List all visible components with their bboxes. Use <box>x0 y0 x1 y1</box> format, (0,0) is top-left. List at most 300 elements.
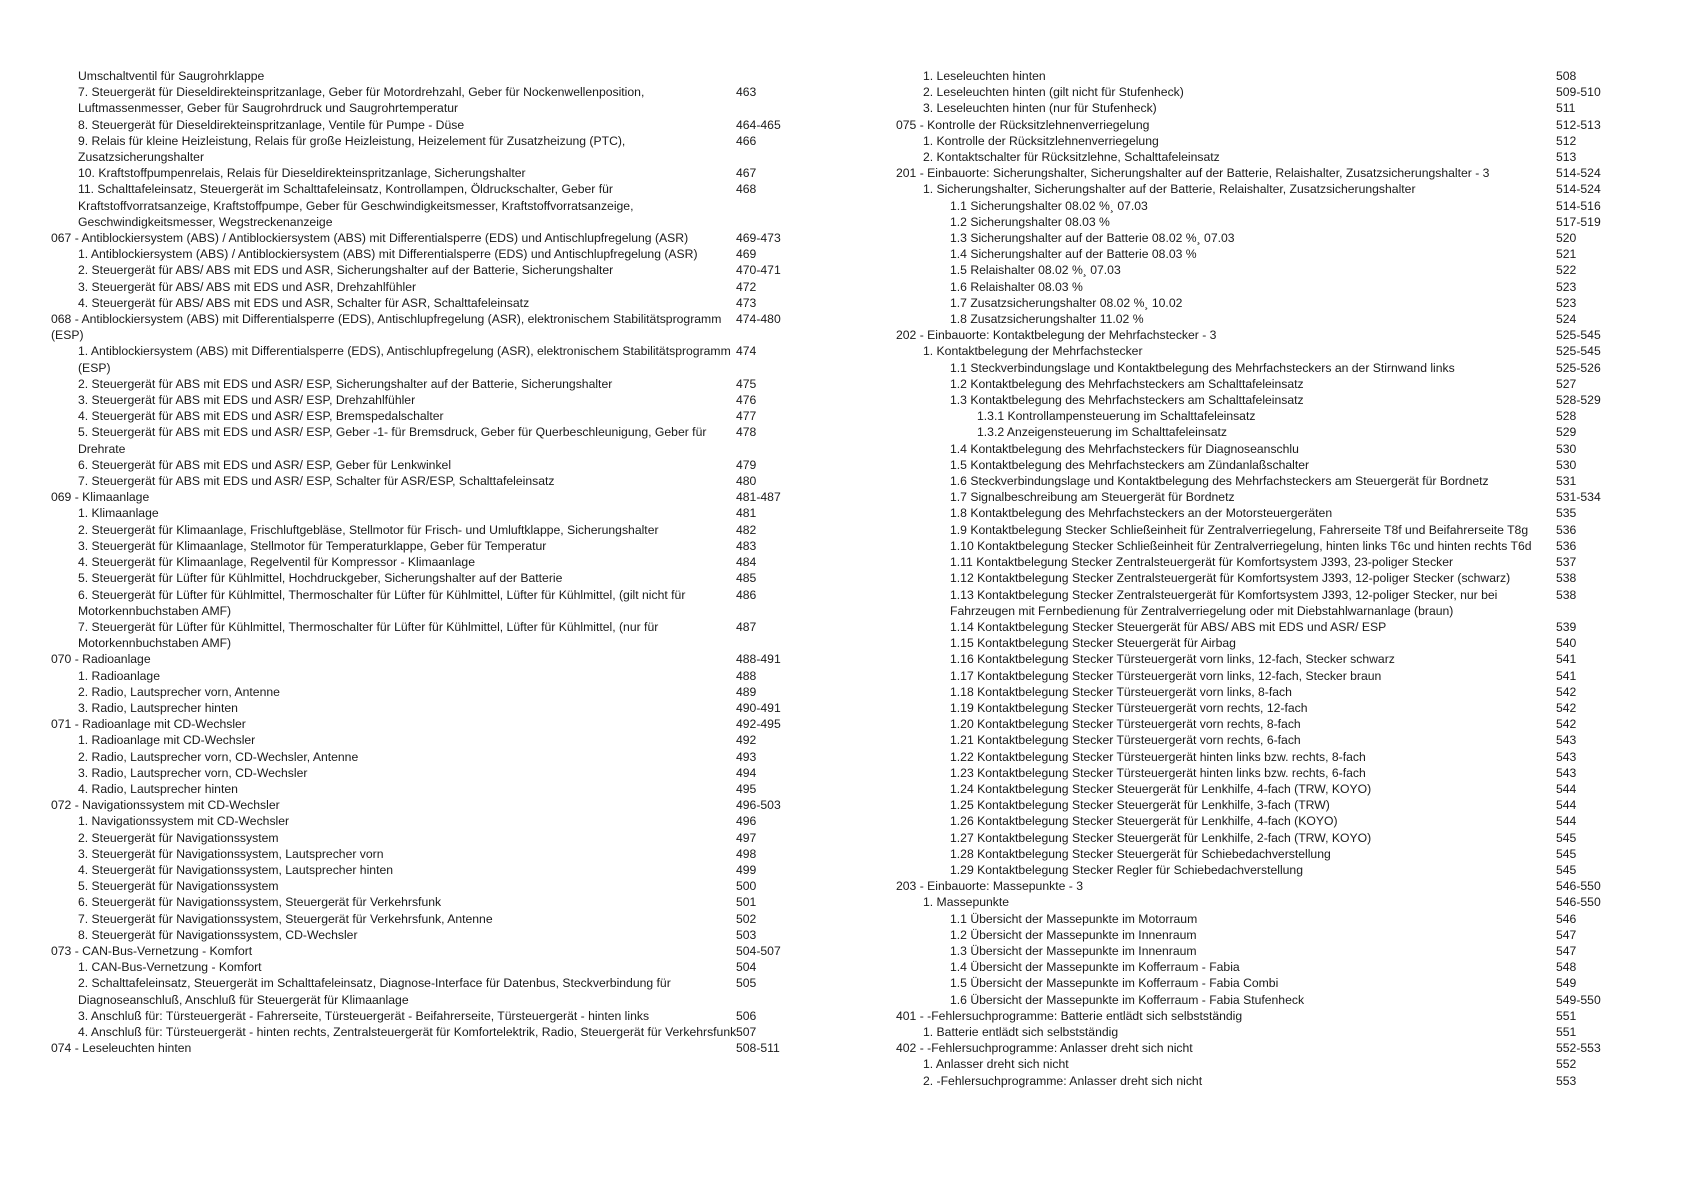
toc-entry-title: 1.12 Kontaktbelegung Stecker Zentralsteuergerät für Komfortsystem J393, 12-poliger Stecker (schwarz) <box>950 571 1511 586</box>
toc-entry-title: 1.20 Kontaktbelegung Stecker Türsteuergerät vorn rechts, 8-fach <box>950 717 1301 732</box>
toc-page-number: 476 <box>736 393 757 408</box>
toc-page-number: 466 <box>736 133 757 148</box>
toc-entry[interactable] <box>51 538 801 554</box>
toc-page-number: 474-480 <box>736 312 781 327</box>
toc-entry[interactable] <box>896 732 1638 748</box>
toc-entry[interactable] <box>51 684 801 700</box>
toc-entry[interactable] <box>896 700 1638 716</box>
toc-entry-title: 5. Steuergerät für Navigationssystem <box>78 879 279 894</box>
toc-entry[interactable] <box>51 376 801 392</box>
toc-entry-title: 1.2 Übersicht der Massepunkte im Innenraum <box>950 927 1197 942</box>
toc-entry[interactable] <box>896 570 1638 586</box>
toc-entry[interactable] <box>896 441 1638 457</box>
toc-entry-title: 7. Steuergerät für Lüfter für Kühlmittel, Thermoschalter für Lüfter für Kühlmittel, Lüfter für Kühlmittel, (nur für Motorkennbuchstaben AMF) <box>78 619 659 651</box>
toc-entry[interactable] <box>896 408 1638 424</box>
toc-entry[interactable] <box>896 554 1638 570</box>
toc-entry-title: 3. Steuergerät für ABS mit EDS und ASR/ ESP, Drehzahlfühler <box>78 393 416 408</box>
toc-page-number: 522 <box>1556 263 1577 278</box>
toc-entry[interactable] <box>896 279 1638 295</box>
toc-entry-title: 2. Steuergerät für ABS/ ABS mit EDS und ASR, Sicherungshalter auf der Batterie, Sicherungshalter <box>78 263 614 278</box>
toc-entry-title: 073 - CAN-Bus-Vernetzung - Komfort <box>51 943 253 958</box>
toc-page-number: 531 <box>1556 474 1577 489</box>
toc-page-number: 495 <box>736 781 757 796</box>
toc-entry-title: 4. Steuergerät für Klimaanlage, Regelventil für Kompressor - Klimaanlage <box>78 555 475 570</box>
toc-page-number: 497 <box>736 830 757 845</box>
toc-entry[interactable] <box>896 992 1638 1008</box>
toc-entry-title: 1. Navigationssystem mit CD-Wechsler <box>78 814 290 829</box>
toc-entry[interactable] <box>51 846 801 862</box>
toc-entry-title: 1.17 Kontaktbelegung Stecker Türsteuergerät vorn links, 12-fach, Stecker braun <box>950 668 1382 683</box>
toc-entry-title: 1.7 Zusatzsicherungshalter 08.02 %¸ 10.02 <box>950 295 1183 310</box>
toc-entry[interactable] <box>51 392 801 408</box>
toc-page-number: 496-503 <box>736 798 781 813</box>
toc-entry-title: 2. Steuergerät für Navigationssystem <box>78 830 279 845</box>
toc-entry[interactable] <box>896 262 1638 278</box>
toc-entry[interactable] <box>51 1024 801 1040</box>
toc-entry[interactable] <box>51 133 801 165</box>
toc-entry[interactable] <box>896 911 1638 927</box>
toc-page-number: 486 <box>736 587 757 602</box>
toc-entry-title: 1.2 Sicherungshalter 08.03 % <box>950 214 1110 229</box>
toc-page-number: 525-545 <box>1556 344 1601 359</box>
toc-page-number: 472 <box>736 279 757 294</box>
toc-page-number: 517-519 <box>1556 214 1601 229</box>
toc-entry[interactable] <box>896 149 1638 165</box>
toc-entry-title: 3. Steuergerät für Klimaanlage, Stellmotor für Temperaturklappe, Geber für Temperatur <box>78 538 547 553</box>
toc-page-number: 504-507 <box>736 943 781 958</box>
toc-entry-title: 1.3.2 Anzeigensteuerung im Schalttafeleinsatz <box>977 425 1228 440</box>
toc-entry-title: 1.18 Kontaktbelegung Stecker Türsteuergerät vorn links, 8-fach <box>950 684 1292 699</box>
toc-page-number: 551 <box>1556 1008 1577 1023</box>
toc-section[interactable] <box>896 1040 1638 1056</box>
toc-entry[interactable] <box>51 505 801 521</box>
toc-entry[interactable] <box>896 505 1638 521</box>
toc-entry-title: 2. Steuergerät für ABS mit EDS und ASR/ ESP, Sicherungshalter auf der Batterie, Sicherungshalter <box>78 376 613 391</box>
toc-entry-title: 072 - Navigationssystem mit CD-Wechsler <box>51 798 280 813</box>
toc-page-number: 492-495 <box>736 717 781 732</box>
toc-entry[interactable] <box>51 343 801 375</box>
toc-page-number: 509-510 <box>1556 85 1601 100</box>
toc-entry[interactable] <box>896 246 1638 262</box>
toc-entry-title: 1.3 Sicherungshalter auf der Batterie 08.02 %¸ 07.03 <box>950 231 1235 246</box>
toc-page-number: 468 <box>736 182 757 197</box>
toc-entry[interactable] <box>896 1056 1638 1072</box>
toc-page-number: 514-524 <box>1556 182 1601 197</box>
toc-entry[interactable] <box>896 295 1638 311</box>
toc-entry[interactable] <box>51 68 801 84</box>
toc-entry-title: 4. Radio, Lautsprecher hinten <box>78 781 238 796</box>
toc-page-number: 552-553 <box>1556 1041 1601 1056</box>
toc-page-number: 525-545 <box>1556 328 1601 343</box>
toc-entry-title: 1.6 Steckverbindungslage und Kontaktbelegung des Mehrfachsteckers am Steuergerät für Bordnetz <box>950 474 1489 489</box>
toc-entry[interactable] <box>896 457 1638 473</box>
toc-page-number: 547 <box>1556 927 1577 942</box>
toc-entry-title: 1. Batterie entlädt sich selbstständig <box>923 1024 1119 1039</box>
toc-section[interactable] <box>51 311 801 343</box>
toc-entry-title: 1.9 Kontaktbelegung Stecker Schließeinheit für Zentralverriegelung, Fahrerseite T8f und Beifahrerseite T8g <box>950 522 1529 537</box>
toc-entry[interactable] <box>896 230 1638 246</box>
toc-entry[interactable] <box>896 830 1638 846</box>
toc-entry-title: 4. Steuergerät für ABS mit EDS und ASR/ ESP, Bremspedalschalter <box>78 409 444 424</box>
toc-entry-title: 3. Radio, Lautsprecher vorn, CD-Wechsler <box>78 765 308 780</box>
toc-page-number: 463 <box>736 85 757 100</box>
toc-page-number: 538 <box>1556 587 1577 602</box>
toc-entry[interactable] <box>51 570 801 586</box>
toc-page-number: 545 <box>1556 846 1577 861</box>
toc-entry-title: 4. Steuergerät für Navigationssystem, Lautsprecher hinten <box>78 862 394 877</box>
toc-page-number: 545 <box>1556 862 1577 877</box>
toc-entry[interactable] <box>896 84 1638 100</box>
toc-entry-title: 1.25 Kontaktbelegung Stecker Steuergerät für Lenkhilfe, 3-fach (TRW) <box>950 798 1330 813</box>
toc-page-number: 542 <box>1556 700 1577 715</box>
toc-page-number: 544 <box>1556 781 1577 796</box>
toc-entry[interactable] <box>896 1024 1638 1040</box>
toc-entry-title: 1.23 Kontaktbelegung Stecker Türsteuergerät hinten links bzw. rechts, 6-fach <box>950 765 1366 780</box>
toc-entry-title: 1. Antiblockiersystem (ABS) mit Differentialsperre (EDS), Antischlupfregelung (ASR), elektronischem Stabilitätsprogramm (ESP) <box>78 344 731 375</box>
toc-entry-title: 1. Leseleuchten hinten <box>923 69 1046 83</box>
toc-page-number: 541 <box>1556 668 1577 683</box>
toc-entry[interactable] <box>896 668 1638 684</box>
toc-entry[interactable] <box>896 635 1638 651</box>
toc-page-number: 527 <box>1556 376 1577 391</box>
toc-entry[interactable] <box>51 619 801 651</box>
toc-entry-title: 075 - Kontrolle der Rücksitzlehnenverriegelung <box>896 117 1150 132</box>
toc-page-number: 520 <box>1556 231 1577 246</box>
toc-entry-title: 1. CAN-Bus-Vernetzung - Komfort <box>78 960 262 975</box>
toc-entry-title: 6. Steuergerät für ABS mit EDS und ASR/ ESP, Geber für Lenkwinkel <box>78 457 452 472</box>
toc-entry[interactable] <box>896 522 1638 538</box>
toc-entry[interactable] <box>896 538 1638 554</box>
toc-entry[interactable] <box>51 295 801 311</box>
toc-entry-title: 3. Radio, Lautsprecher hinten <box>78 700 238 715</box>
toc-entry[interactable] <box>51 911 801 927</box>
toc-entry[interactable] <box>896 943 1638 959</box>
toc-entry-title: 1.5 Kontaktbelegung des Mehrfachsteckers am Zündanlaßschalter <box>950 457 1310 472</box>
toc-entry[interactable] <box>51 587 801 619</box>
toc-page-number: 531-534 <box>1556 490 1601 505</box>
toc-entry[interactable] <box>896 343 1638 359</box>
toc-entry-title: 1.1 Übersicht der Massepunkte im Motorraum <box>950 911 1198 926</box>
toc-entry[interactable] <box>51 975 801 1007</box>
toc-entry-title: 1. Sicherungshalter, Sicherungshalter auf der Batterie, Relaishalter, Zusatzsicherungshalter <box>923 182 1416 197</box>
toc-page-number: 479 <box>736 457 757 472</box>
toc-section[interactable] <box>51 489 801 505</box>
toc-page-number: 549 <box>1556 976 1577 991</box>
toc-entry[interactable] <box>51 878 801 894</box>
toc-entry[interactable] <box>51 473 801 489</box>
toc-page-number: 548 <box>1556 960 1577 975</box>
toc-page-number: 553 <box>1556 1073 1577 1088</box>
toc-entry[interactable] <box>51 1008 801 1024</box>
toc-entry-title: 201 - Einbauorte: Sicherungshalter, Sicherungshalter auf der Batterie, Relaishalter, Zusatzsicherungshalter - 3 <box>896 166 1490 181</box>
toc-entry[interactable] <box>896 587 1638 619</box>
toc-page-number: 547 <box>1556 943 1577 958</box>
toc-entry[interactable] <box>896 473 1638 489</box>
toc-section[interactable] <box>896 1008 1638 1024</box>
toc-entry[interactable] <box>51 781 801 797</box>
toc-page-number: 496 <box>736 814 757 829</box>
toc-entry[interactable] <box>896 684 1638 700</box>
toc-page-number: 543 <box>1556 765 1577 780</box>
toc-page-number: 505 <box>736 976 757 991</box>
toc-page-number: 530 <box>1556 457 1577 472</box>
toc-entry[interactable] <box>896 749 1638 765</box>
toc-entry[interactable] <box>896 68 1638 84</box>
toc-entry-title: 1.1 Sicherungshalter 08.02 %¸ 07.03 <box>950 198 1148 213</box>
toc-page-number: 544 <box>1556 814 1577 829</box>
toc-section[interactable] <box>51 651 801 667</box>
toc-entry-title: 1. Kontaktbelegung der Mehrfachstecker <box>923 344 1143 359</box>
toc-entry-title: 1.29 Kontaktbelegung Stecker Regler für Schiebedachverstellung <box>950 862 1303 877</box>
toc-entry[interactable] <box>51 765 801 781</box>
toc-entry[interactable] <box>51 813 801 829</box>
toc-entry[interactable] <box>51 279 801 295</box>
toc-entry[interactable] <box>896 813 1638 829</box>
toc-page-number: 521 <box>1556 247 1577 262</box>
toc-page-number: 546-550 <box>1556 879 1601 894</box>
toc-entry-title: 7. Steuergerät für Navigationssystem, Steuergerät für Verkehrsfunk, Antenne <box>78 911 493 926</box>
toc-entry[interactable] <box>51 522 801 538</box>
toc-entry[interactable] <box>51 732 801 748</box>
toc-entry[interactable] <box>896 862 1638 878</box>
toc-entry-title: 2. Steuergerät für Klimaanlage, Frischluftgebläse, Stellmotor für Frisch- und Umluftklappe, Sicherungshalter <box>78 522 659 537</box>
toc-page-number: 493 <box>736 749 757 764</box>
toc-entry[interactable] <box>51 246 801 262</box>
toc-page-number: 530 <box>1556 441 1577 456</box>
toc-page-number: 512-513 <box>1556 117 1601 132</box>
toc-page-number: 541 <box>1556 652 1577 667</box>
toc-entry[interactable] <box>896 846 1638 862</box>
toc-entry[interactable] <box>51 408 801 424</box>
toc-entry-title: 2. -Fehlersuchprogramme: Anlasser dreht sich nicht <box>923 1073 1203 1088</box>
toc-entry-title: 1. Radioanlage <box>78 668 160 683</box>
toc-entry-title: 5. Steuergerät für Lüfter für Kühlmittel, Hochdruckgeber, Sicherungshalter auf der Batterie <box>78 571 563 586</box>
toc-entry-title: 1.4 Kontaktbelegung des Mehrfachsteckers für Diagnoseanschlu <box>950 441 1299 456</box>
toc-section[interactable] <box>896 878 1638 894</box>
toc-entry-title: 402 - -Fehlersuchprogramme: Anlasser dreht sich nicht <box>896 1041 1193 1056</box>
toc-entry-title: 4. Anschluß für: Türsteuergerät - hinten rechts, Zentralsteuergerät für Komfortelektrik, Radio, Steuergerät für Verkehrsfunk <box>78 1024 737 1039</box>
toc-page-number: 488 <box>736 668 757 683</box>
toc-entry-title: 1.19 Kontaktbelegung Stecker Türsteuergerät vorn rechts, 12-fach <box>950 700 1308 715</box>
toc-page-number: 473 <box>736 295 757 310</box>
toc-entry-title: 11. Schalttafeleinsatz, Steuergerät im Schalttafeleinsatz, Kontrollampen, Öldruckschalter, Geber für Kraftstoffvorratsanzeige, Kraftstoffpumpe, Geber für Geschwindigkeitsmesser, Kraftstoffvorratsanzeige, Geschwindigkeitsmesser, Wegstreckenanzeige <box>78 182 634 229</box>
toc-page-number: 483 <box>736 538 757 553</box>
toc-page-number: 514-516 <box>1556 198 1601 213</box>
toc-entry[interactable] <box>896 424 1638 440</box>
toc-page-number: 501 <box>736 895 757 910</box>
toc-entry[interactable] <box>896 376 1638 392</box>
toc-entry-title: 2. Leseleuchten hinten (gilt nicht für Stufenheck) <box>923 85 1184 100</box>
toc-page-number: 529 <box>1556 425 1577 440</box>
toc-entry-title: 1.14 Kontaktbelegung Stecker Steuergerät für ABS/ ABS mit EDS und ASR/ ESP <box>950 619 1387 634</box>
toc-entry-title: 3. Anschluß für: Türsteuergerät - Fahrerseite, Türsteuergerät - Beifahrerseite, Türsteuergerät - hinten links <box>78 1008 650 1023</box>
toc-entry-title: 1.15 Kontaktbelegung Stecker Steuergerät für Airbag <box>950 636 1236 651</box>
toc-page-number: 503 <box>736 927 757 942</box>
toc-entry-title: 071 - Radioanlage mit CD-Wechsler <box>51 717 246 732</box>
toc-entry-title: 1.26 Kontaktbelegung Stecker Steuergerät für Lenkhilfe, 4-fach (KOYO) <box>950 814 1338 829</box>
toc-entry[interactable] <box>896 619 1638 635</box>
toc-entry-title: 2. Radio, Lautsprecher vorn, CD-Wechsler, Antenne <box>78 749 359 764</box>
toc-entry-title: 1. Radioanlage mit CD-Wechsler <box>78 733 256 748</box>
toc-entry-title: 4. Steuergerät für ABS/ ABS mit EDS und ASR, Schalter für ASR, Schalttafeleinsatz <box>78 295 530 310</box>
toc-entry-title: 2. Schalttafeleinsatz, Steuergerät im Schalttafeleinsatz, Diagnose-Interface für Datenbus, Steckverbindung für Diagnoseanschluß, Anschluß für Steuergerät für Klimaanlage <box>78 976 671 1007</box>
toc-entry-title: 6. Steuergerät für Navigationssystem, Steuergerät für Verkehrsfunk <box>78 895 442 910</box>
toc-page-number: 469 <box>736 247 757 262</box>
toc-entry[interactable] <box>896 214 1638 230</box>
toc-entry[interactable] <box>51 262 801 278</box>
toc-entry-title: 1.27 Kontaktbelegung Stecker Steuergerät für Lenkhilfe, 2-fach (TRW, KOYO) <box>950 830 1372 845</box>
toc-entry[interactable] <box>896 716 1638 732</box>
toc-section[interactable] <box>51 230 801 246</box>
toc-entry-title: 1. Kontrolle der Rücksitzlehnenverriegelung <box>923 133 1159 148</box>
toc-entry[interactable] <box>896 894 1638 910</box>
toc-entry[interactable] <box>51 165 801 181</box>
toc-page-number: 474 <box>736 344 757 359</box>
toc-entry-title: 1.3 Übersicht der Massepunkte im Innenraum <box>950 943 1197 958</box>
toc-page-number: 511 <box>1556 101 1576 116</box>
toc-entry[interactable] <box>896 781 1638 797</box>
toc-page-number: 498 <box>736 846 757 861</box>
toc-entry-title: 069 - Klimaanlage <box>51 490 150 505</box>
toc-entry[interactable] <box>896 651 1638 667</box>
toc-page-number: 484 <box>736 555 757 570</box>
toc-page-number: 544 <box>1556 798 1577 813</box>
toc-page-number: 537 <box>1556 555 1577 570</box>
toc-entry[interactable] <box>51 894 801 910</box>
toc-entry[interactable] <box>896 311 1638 327</box>
toc-entry[interactable] <box>51 117 801 133</box>
toc-page-number: 539 <box>1556 619 1577 634</box>
toc-entry[interactable] <box>896 181 1638 197</box>
toc-page-number: 504 <box>736 960 757 975</box>
toc-entry[interactable] <box>51 457 801 473</box>
toc-entry[interactable] <box>896 198 1638 214</box>
toc-entry[interactable] <box>51 830 801 846</box>
toc-entry[interactable] <box>896 797 1638 813</box>
toc-entry[interactable] <box>896 975 1638 991</box>
toc-page-number: 528-529 <box>1556 393 1601 408</box>
toc-entry[interactable] <box>896 959 1638 975</box>
toc-entry-title: 1.8 Kontaktbelegung des Mehrfachsteckers an der Motorsteuergeräten <box>950 506 1333 521</box>
toc-entry-title: 070 - Radioanlage <box>51 652 151 667</box>
toc-entry-title: 7. Steuergerät für ABS mit EDS und ASR/ ESP, Schalter für ASR/ESP, Schalttafeleinsatz <box>78 474 555 489</box>
toc-entry[interactable] <box>896 1073 1638 1089</box>
toc-entry[interactable] <box>51 862 801 878</box>
toc-entry-title: 2. Radio, Lautsprecher vorn, Antenne <box>78 684 280 699</box>
toc-entry[interactable] <box>51 424 801 456</box>
toc-entry-title: 1.11 Kontaktbelegung Stecker Zentralsteuergerät für Komfortsystem J393, 23-poliger Stecker <box>950 555 1454 570</box>
toc-entry[interactable] <box>51 749 801 765</box>
toc-page-number: 523 <box>1556 295 1577 310</box>
toc-entry[interactable] <box>51 84 801 116</box>
toc-entry-title: 1.28 Kontaktbelegung Stecker Steuergerät für Schiebedachverstellung <box>950 846 1331 861</box>
toc-page-number: 488-491 <box>736 652 781 667</box>
toc-entry-title: 1. Antiblockiersystem (ABS) / Antiblockiersystem (ABS) mit Differentialsperre (EDS) und Antischlupfregelung (ASR) <box>78 247 698 262</box>
toc-entry-title: 6. Steuergerät für Lüfter für Kühlmittel, Thermoschalter für Lüfter für Kühlmittel, Lüfter für Kühlmittel, (gilt nicht für Motorkennbuchstaben AMF) <box>78 587 686 618</box>
toc-section[interactable] <box>896 165 1638 181</box>
toc-entry-title: 067 - Antiblockiersystem (ABS) / Antiblockiersystem (ABS) mit Differentialsperre (EDS) und Antischlupfregelung (ASR) <box>51 231 689 246</box>
toc-entry-title: 1.4 Sicherungshalter auf der Batterie 08.03 % <box>950 247 1197 262</box>
toc-entry[interactable] <box>896 360 1638 376</box>
toc-entry[interactable] <box>896 927 1638 943</box>
toc-page-number: 500 <box>736 879 757 894</box>
toc-page-number: 542 <box>1556 717 1577 732</box>
toc-right-column <box>896 68 1638 1089</box>
toc-page-number: 546-550 <box>1556 895 1601 910</box>
toc-section[interactable] <box>51 716 801 732</box>
toc-entry[interactable] <box>896 765 1638 781</box>
toc-page-number: 485 <box>736 571 757 586</box>
toc-page-number: 542 <box>1556 684 1577 699</box>
toc-entry-title: 1.3 Kontaktbelegung des Mehrfachsteckers am Schalttafeleinsatz <box>950 393 1304 408</box>
toc-page-number: 475 <box>736 376 757 391</box>
toc-entry[interactable] <box>51 181 801 230</box>
toc-page-number: 538 <box>1556 571 1577 586</box>
toc-entry-title: 1.5 Übersicht der Massepunkte im Kofferraum - Fabia Combi <box>950 976 1279 991</box>
toc-page-number: 502 <box>736 911 757 926</box>
toc-entry-title: 1. Anlasser dreht sich nicht <box>923 1057 1069 1072</box>
toc-section[interactable] <box>51 797 801 813</box>
toc-entry[interactable] <box>51 668 801 684</box>
toc-page-number: 514-524 <box>1556 166 1601 181</box>
toc-page-number: 508-511 <box>736 1041 780 1056</box>
toc-section[interactable] <box>51 943 801 959</box>
toc-page-number: 508 <box>1556 69 1577 83</box>
toc-entry-title: 1.5 Relaishalter 08.02 %¸ 07.03 <box>950 263 1121 278</box>
toc-page-number: 477 <box>736 409 757 424</box>
toc-page-number: 551 <box>1556 1024 1577 1039</box>
toc-entry[interactable] <box>51 959 801 975</box>
toc-entry[interactable] <box>896 392 1638 408</box>
toc-entry-title: 1.24 Kontaktbelegung Stecker Steuergerät für Lenkhilfe, 4-fach (TRW, KOYO) <box>950 781 1372 796</box>
toc-section[interactable] <box>896 327 1638 343</box>
toc-entry-title: 068 - Antiblockiersystem (ABS) mit Differentialsperre (EDS), Antischlupfregelung (ASR), elektronischem Stabilitätsprogramm (ESP) <box>51 312 722 343</box>
toc-page-number: 536 <box>1556 538 1577 553</box>
toc-entry[interactable] <box>896 100 1638 116</box>
toc-entry[interactable] <box>51 700 801 716</box>
toc-entry-title: 1.13 Kontaktbelegung Stecker Zentralsteuergerät für Komfortsystem J393, 12-poliger Stecker, nur bei Fahrzeugen mit Fernbedienung für Zentralverriegelung oder mit Diebstahlwarnanlage (braun) <box>950 587 1498 618</box>
toc-page-number: 540 <box>1556 636 1577 651</box>
toc-entry[interactable] <box>51 554 801 570</box>
toc-section[interactable] <box>896 117 1638 133</box>
toc-entry-title: 1.4 Übersicht der Massepunkte im Kofferraum - Fabia <box>950 960 1240 975</box>
toc-entry-title: 3. Leseleuchten hinten (nur für Stufenheck) <box>923 101 1157 116</box>
toc-page-number: 552 <box>1556 1057 1577 1072</box>
toc-entry-title: 9. Relais für kleine Heizleistung, Relais für große Heizleistung, Heizelement für Zusatzheizung (PTC), Zusatzsicherungshalter <box>78 133 626 165</box>
toc-page-number: 469-473 <box>736 231 781 246</box>
toc-page-number: 480 <box>736 474 757 489</box>
toc-entry[interactable] <box>896 489 1638 505</box>
toc-page-number: 487 <box>736 619 757 634</box>
toc-entry-title: 1.2 Kontaktbelegung des Mehrfachsteckers am Schalttafeleinsatz <box>950 376 1304 391</box>
toc-page-number: 464-465 <box>736 117 781 132</box>
toc-page-number: 494 <box>736 765 757 780</box>
toc-entry-title: 2. Kontaktschalter für Rücksitzlehne, Schalttafeleinsatz <box>923 150 1220 165</box>
toc-page-number: 543 <box>1556 749 1577 764</box>
toc-page-number: 499 <box>736 862 757 877</box>
toc-entry-title: 1.1 Steckverbindungslage und Kontaktbelegung des Mehrfachsteckers an der Stirnwand links <box>950 360 1455 375</box>
toc-page-number: 536 <box>1556 522 1577 537</box>
toc-page-number: 543 <box>1556 733 1577 748</box>
toc-page-number: 535 <box>1556 506 1577 521</box>
toc-entry[interactable] <box>51 927 801 943</box>
toc-page-number: 528 <box>1556 409 1577 424</box>
toc-entry-title: 401 - -Fehlersuchprogramme: Batterie entlädt sich selbstständig <box>896 1008 1243 1023</box>
toc-section[interactable] <box>51 1040 801 1056</box>
toc-entry-title: 074 - Leseleuchten hinten <box>51 1041 192 1056</box>
toc-entry[interactable] <box>896 133 1638 149</box>
toc-page-number: 506 <box>736 1008 757 1023</box>
